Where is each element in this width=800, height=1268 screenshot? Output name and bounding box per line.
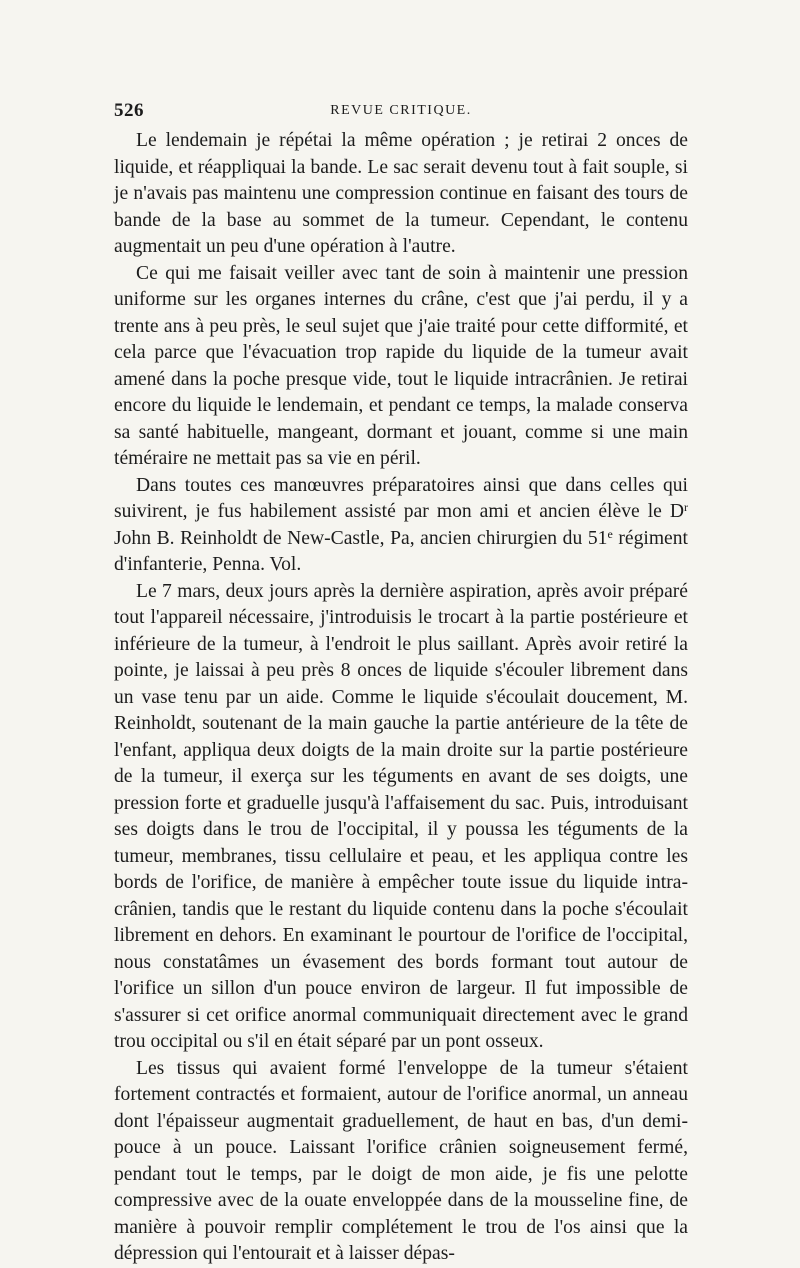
page-number: 526 [114, 100, 144, 121]
page-header [114, 100, 688, 124]
paragraph-4: Le 7 mars, deux jours après la dernière aspiration, après avoir préparé tout l'appareil nécessaire, j'introduisis le trocart à la partie postérieure et inférieure de la tumeur, à l'endroit le plus saillant. Après avoir retiré la pointe, je laissai à peu près 8 onces de liquide s'écouler librement dans un vase tenu par un aide. Comme le liquide s'écoulait doucement, M. Reinholdt, soutenant de la main gauche la partie antérieure de la tête de l'enfant, appliqua deux doigts de la main droite sur la partie postérieure de la tumeur, il exerça sur les téguments en avant de ses doigts, une pression forte et graduelle jusqu'à l'affaisement du sac. Puis, introduisant ses doigts dans le trou de l'occipital, il y poussa les téguments de la tumeur, membranes, tissu cellulaire et peau, et les appliqua contre les bords de l'orifice, de manière à empêcher toute issue du liquide intra-crânien, tandis que le restant du liquide contenu dans la poche s'écoulait librement en dehors. En examinant le pourtour de l'orifice de l'occipital, nous constatâmes un évasement des bords formant tout autour de l'orifice un sillon d'un pouce environ de largeur. Il fut impossible de s'assurer si cet orifice anormal communiquait directement avec le grand trou occipital ou s'il en était séparé par un pont osseux. [114, 580, 688, 1052]
paragraph-1: Le lendemain je répétai la même opération ; je retirai 2 onces de liquide, et réappliquai la bande. Le sac serait devenu tout à fait souple, si je n'avais pas maintenu une compression continue en faisant des tours de bande de la base au sommet de la tumeur. Cependant, le contenu augmentait un peu d'une opération à l'autre. [114, 130, 688, 257]
superscript-r: r [684, 500, 688, 514]
paragraph-3-text-a: Dans toutes ces manœuvres préparatoires ainsi que dans celles qui suivirent, je fus habilement assisté par mon ami et ancien élève le D [114, 474, 688, 522]
body-text [114, 128, 688, 1268]
paragraph-5: Les tissus qui avaient formé l'enveloppe de la tumeur s'étaient fortement contractés et formaient, autour de l'orifice anormal, un anneau dont l'épaisseur augmentait graduellement, de haut en bas, d'un demi-pouce à un pouce. Laissant l'orifice crânien soigneusement fermé, pendant tout le temps, par le doigt de mon aide, je fis une pelotte compressive avec de la ouate enveloppée dans de la mousseline fine, de manière à pouvoir remplir complétement le trou de l'os ainsi que la dépression qui l'entourait et à laisser dépas- [114, 1057, 688, 1264]
paragraph-2: Ce qui me faisait veiller avec tant de soin à maintenir une pression uniforme sur les organes internes du crâne, c'est que j'ai perdu, il y a trente ans à peu près, le seul sujet que j'aie traité pour cette difformité, et cela parce que l'évacuation trop rapide du liquide de la tumeur avait amené dans la poche presque vide, tout le liquide intracrânien. Je retirai encore du liquide le lendemain, et pendant ce temps, la malade conserva sa santé habituelle, mangeant, dormant et jouant, comme si une main téméraire ne mettait pas sa vie en péril. [114, 262, 688, 469]
superscript-e: e [607, 526, 613, 541]
paragraph-3 [114, 473, 688, 579]
running-title: REVUE CRITIQUE. [330, 103, 472, 118]
paragraph-3-text-b: John B. Reinholdt de New-Castle, Pa, ancien chirurgien du 51 [114, 527, 608, 549]
paragraph-3-text-c: régiment d'infanterie, Penna. Vol. [114, 527, 688, 575]
